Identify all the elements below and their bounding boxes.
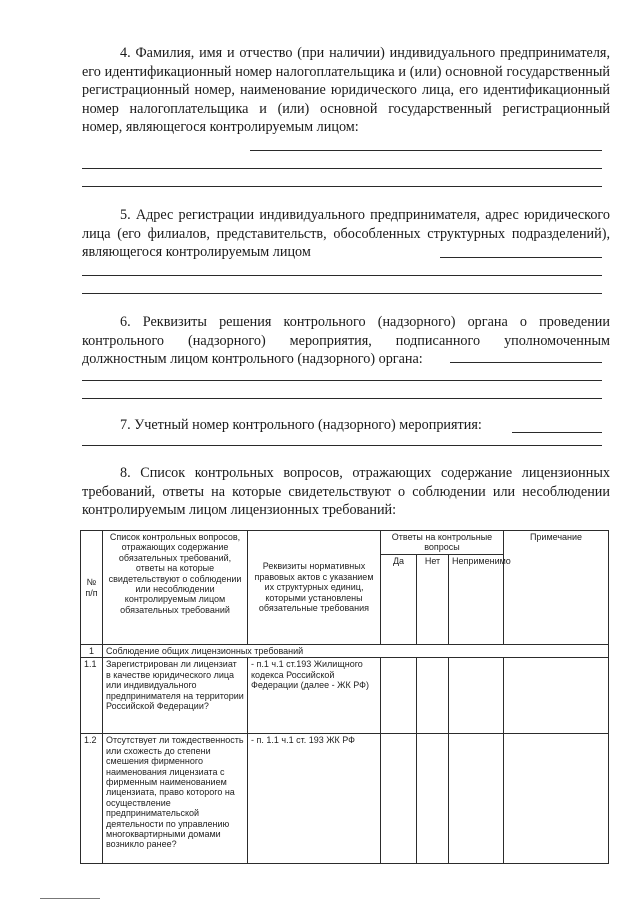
row-act: - п.1 ч.1 ст.193 Жилищного кодекса Российской Федерации (далее - ЖК РФ) — [248, 658, 381, 734]
row-num: 1.2 — [81, 734, 103, 864]
section-row — [81, 645, 609, 658]
table-row — [81, 658, 609, 734]
item-4-inline-fill[interactable] — [250, 150, 602, 151]
item-5-fill-line[interactable] — [82, 275, 602, 276]
item-7-fill-line[interactable] — [82, 445, 602, 446]
header-yes: Да — [381, 555, 417, 645]
section-title: Соблюдение общих лицензионных требований — [103, 645, 609, 658]
answer-yes-cell[interactable] — [381, 734, 417, 864]
header-acts: Реквизиты нормативных правовых актов с указанием их структурных единиц, которыми установлены обязательные требования — [248, 531, 381, 645]
item-4-text: 4. Фамилия, имя и отчество (при наличии) индивидуального предпринимателя, его идентификационный номер налогоплательщика и (или) основной государственный регистрационный номер, наименование юридического лица, его идентификационный номер налогоплательщика и (или) основной государственный регистрационный номер, являющегося контролируемым лицом: — [82, 45, 610, 136]
answer-yes-cell[interactable] — [381, 658, 417, 734]
item-4-fill-line[interactable] — [82, 186, 602, 187]
item-6-paragraph — [82, 313, 610, 369]
note-cell[interactable] — [504, 658, 609, 734]
header-num: № п/п — [81, 531, 103, 645]
row-question: Отсутствует ли тождественность или схожесть до степени смешения фирменного наименования лицензиата с фирменным наименованием лицензиата, право которого на осуществление предпринимательской деятельности по управлению многоквартирными домами возникло ранее? — [103, 734, 248, 864]
header-note: Примечание — [504, 531, 609, 645]
item-7-inline-fill[interactable] — [512, 432, 602, 433]
answer-no-cell[interactable] — [417, 658, 449, 734]
note-cell[interactable] — [504, 734, 609, 864]
item-8-paragraph — [82, 464, 610, 520]
section-num: 1 — [81, 645, 103, 658]
answer-no-cell[interactable] — [417, 734, 449, 864]
answer-na-cell[interactable] — [449, 734, 504, 864]
item-8-text: 8. Список контрольных вопросов, отражающих содержание лицензионных требований, ответы на которые свидетельствуют о соблюдении или несоблюдении контролируемым лицом лицензионных требований: — [82, 465, 610, 519]
item-5-text: 5. Адрес регистрации индивидуального предпринимателя, адрес юридического лица (его филиалов, представительств, обособленных структурных подразделений), являющегося контролируемым лицом — [82, 207, 610, 261]
item-6-inline-fill[interactable] — [450, 362, 602, 363]
header-questions: Список контрольных вопросов, отражающих содержание обязательных требований, ответы на которые свидетельствуют о соблюдении или несоблюдении контролируемым лицом обязательных требований — [103, 531, 248, 645]
item-4-paragraph — [82, 44, 610, 137]
bottom-edge-mark — [40, 898, 100, 899]
header-answers: Ответы на контрольные вопросы — [381, 531, 504, 555]
answer-na-cell[interactable] — [449, 658, 504, 734]
item-5-inline-fill[interactable] — [440, 257, 602, 258]
item-6-fill-line[interactable] — [82, 398, 602, 399]
row-num: 1.1 — [81, 658, 103, 734]
table-row — [81, 734, 609, 864]
item-7-text: 7. Учетный номер контрольного (надзорного) мероприятия: — [120, 417, 482, 433]
item-5-paragraph — [82, 206, 610, 262]
row-question: Зарегистрирован ли лицензиат в качестве юридического лица или индивидуального предпринимателя на территории Российской Федерации? — [103, 658, 248, 734]
item-6-text: 6. Реквизиты решения контрольного (надзорного) органа о проведении контрольного (надзорного) мероприятия, подписанного уполномоченным должностным лицом контрольного (надзорного) органа: — [82, 314, 610, 368]
item-6-fill-line[interactable] — [82, 380, 602, 381]
header-na: Неприменимо — [449, 555, 504, 645]
item-5-fill-line[interactable] — [82, 293, 602, 294]
row-act: - п. 1.1 ч.1 ст. 193 ЖК РФ — [248, 734, 381, 864]
header-no: Нет — [417, 555, 449, 645]
checklist-table — [80, 530, 609, 864]
item-4-fill-line[interactable] — [82, 168, 602, 169]
